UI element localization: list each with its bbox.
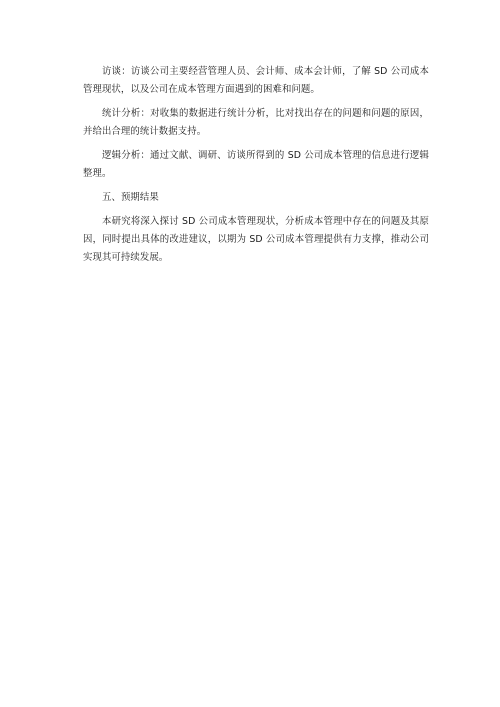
- paragraph-statistical-analysis: 统计分析：对收集的数据进行统计分析，比对找出存在的问题和问题的原因，并给出合理的统计数据支持。: [83, 108, 429, 137]
- paragraph-conclusion: 本研究将深入探讨 SD 公司成本管理现状，分析成本管理中存在的问题及其原因，同时提出具体的改进建议，以期为 SD 公司成本管理提供有力支撑，推动公司实现其可持续发展。: [83, 216, 429, 263]
- document-body: [83, 63, 429, 267]
- section-heading-expected-results: 五、预期结果: [102, 192, 159, 203]
- paragraph-logical-analysis: 逻辑分析：通过文献、调研、访谈所得到的 SD 公司成本管理的信息进行逻辑整理。: [83, 150, 429, 179]
- paragraph-interview: 访谈：访谈公司主要经营管理人员、会计师、成本会计师，了解 SD 公司成本管理现状，以及公司在成本管理方面遇到的困难和问题。: [83, 66, 429, 95]
